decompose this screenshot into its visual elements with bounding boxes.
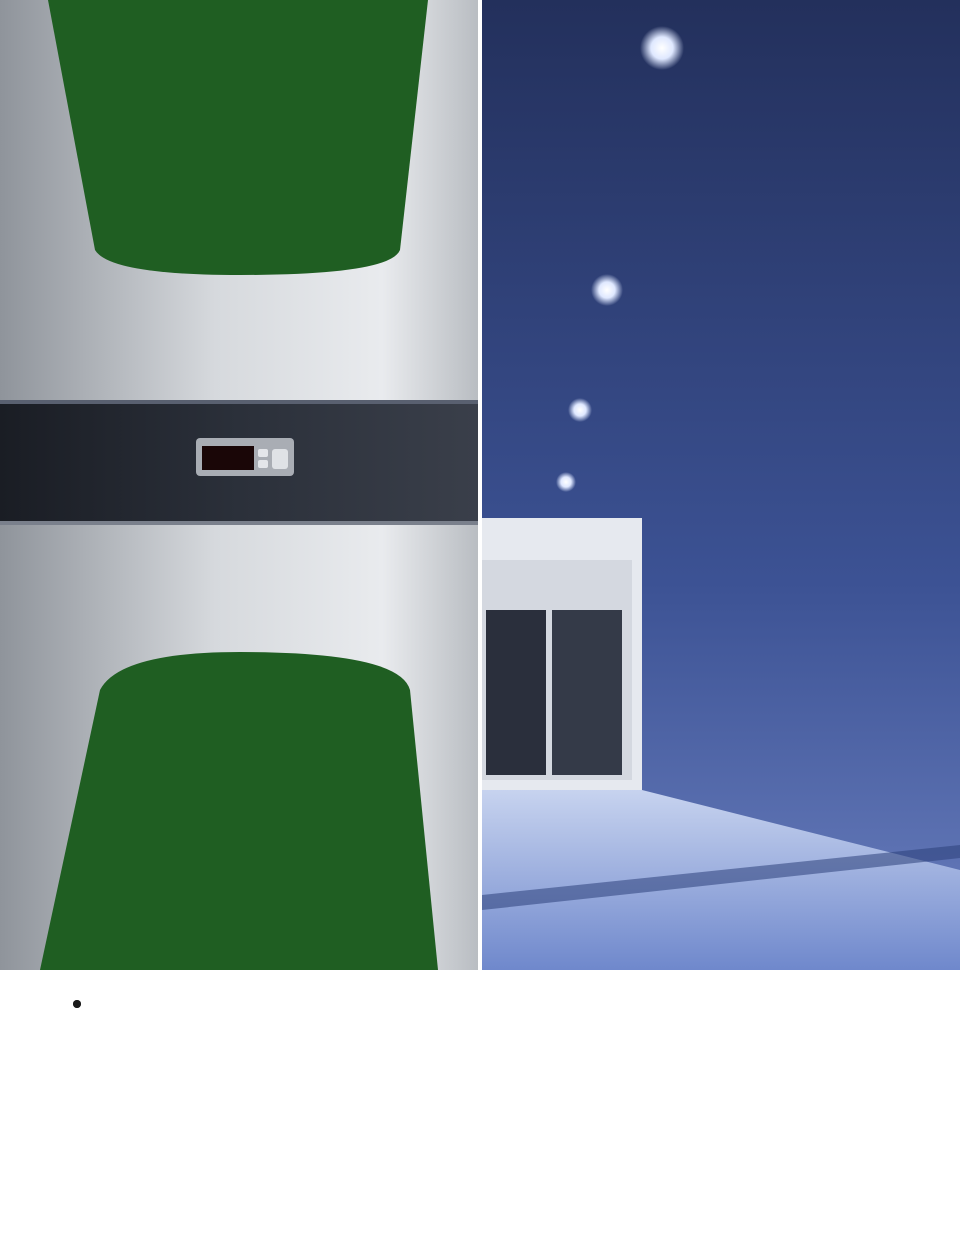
bullet-dot-icon [73, 1000, 81, 1008]
data-center-photo [482, 0, 960, 970]
cooling-unit-photo [0, 0, 478, 970]
server-room-illustration [482, 0, 960, 970]
left-text-column [73, 990, 443, 996]
cooling-unit-illustration [0, 0, 478, 970]
